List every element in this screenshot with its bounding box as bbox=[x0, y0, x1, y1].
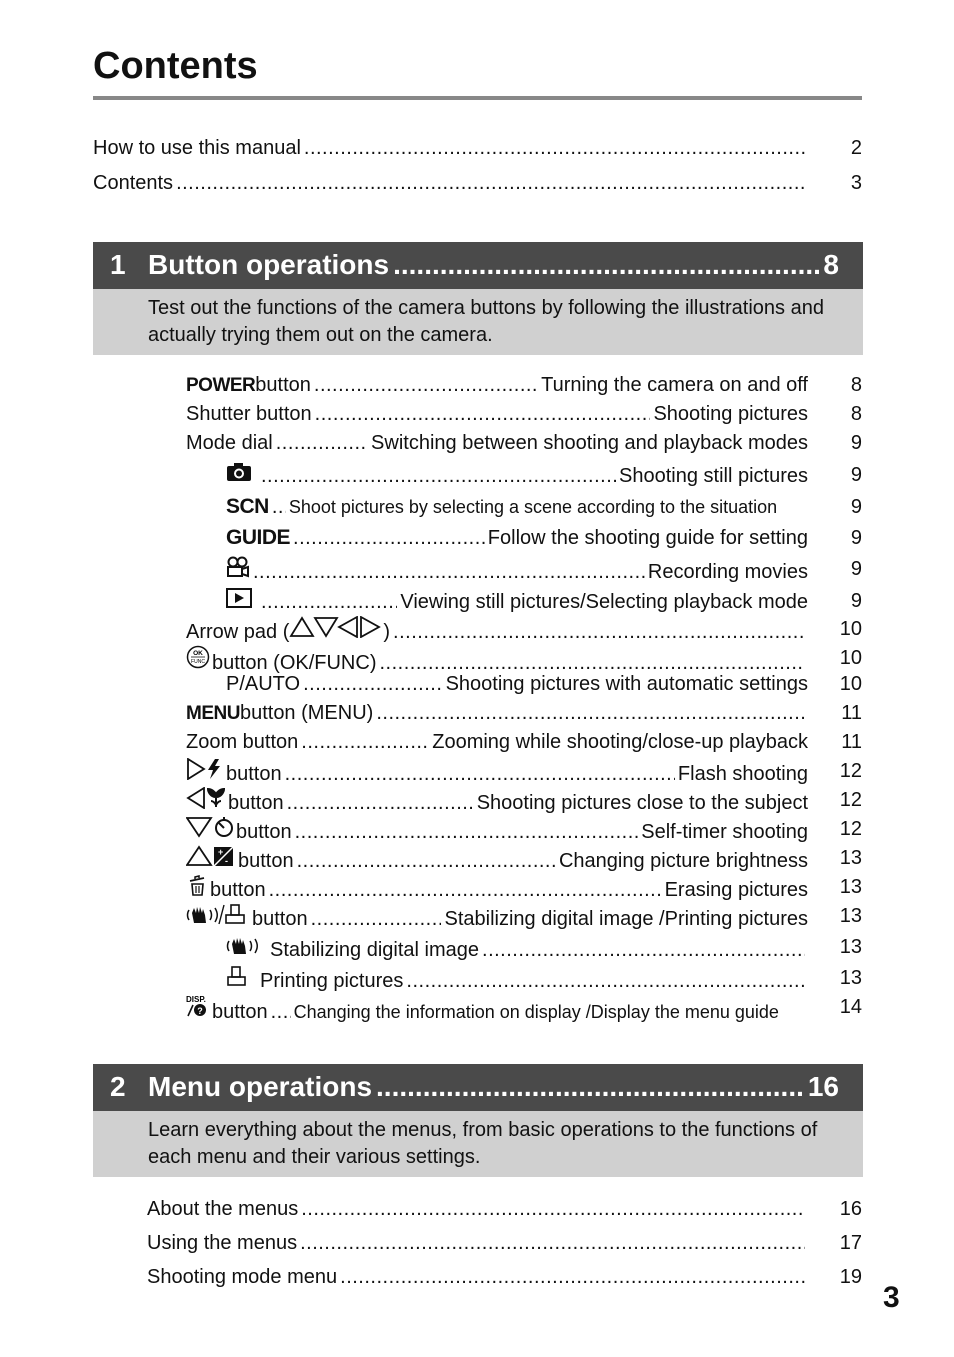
svg-text:DISP.: DISP. bbox=[186, 995, 206, 1004]
page-title: Contents bbox=[93, 45, 258, 87]
title-rule bbox=[93, 96, 862, 100]
svg-text:OK: OK bbox=[193, 650, 203, 657]
toc-entry-stabilizing[interactable]: Stabilizing digital image ..... bbox=[226, 934, 808, 963]
section-page: 16 bbox=[807, 1071, 839, 1102]
toc-entry-power[interactable]: POWER button ..... Turning the camera on and off bbox=[186, 372, 808, 399]
page-number: 3 bbox=[883, 1281, 900, 1314]
section-page: 8 bbox=[823, 249, 839, 280]
ok-func-icon bbox=[186, 645, 210, 669]
section-2-header[interactable] bbox=[93, 1064, 863, 1111]
toc-label: Contents bbox=[93, 172, 174, 194]
toc-entry-shutter[interactable]: Shutter button ..... Shooting pictures bbox=[186, 401, 808, 427]
toc-entry-disp[interactable]: DISP. ? button ..... Changing the information on display /Display the menu guide bbox=[186, 994, 808, 1025]
stabilize-icon bbox=[226, 934, 258, 956]
toc-entry-ok-func[interactable]: OK FUNC button (OK/FUNC) ..... bbox=[186, 645, 808, 676]
arrow-pad-icons bbox=[289, 616, 383, 638]
toc-entry-guide[interactable]: GUIDE ..... Follow the shooting guide for setting bbox=[226, 525, 808, 551]
down-self-timer-icon bbox=[186, 816, 234, 838]
toc-entry-contents[interactable] bbox=[93, 170, 808, 196]
movie-icon bbox=[226, 556, 250, 578]
right-flash-icon bbox=[186, 758, 224, 780]
print-icon bbox=[226, 965, 248, 987]
disp-help-icon bbox=[186, 994, 210, 1018]
toc-entry-erase[interactable]: button ..... Erasing pictures bbox=[186, 874, 808, 903]
toc-entry-mode-dial[interactable]: Mode dial ..... Switching between shooting and playback modes bbox=[186, 430, 808, 456]
svg-text:-: - bbox=[225, 856, 228, 866]
menu-label: MENU bbox=[186, 703, 240, 724]
trash-icon bbox=[186, 874, 208, 896]
toc-entry-about-menus[interactable]: About the menus ..... bbox=[147, 1196, 808, 1222]
section-number: 1 bbox=[110, 249, 126, 280]
power-label: POWER bbox=[186, 375, 256, 396]
section-2-description: Learn everything about the menus, from basic operations to the functions of each menu and their various settings. bbox=[93, 1111, 863, 1177]
section-title: Button operations bbox=[148, 249, 390, 280]
toc-entry-self-timer[interactable]: button ..... Self-timer shooting bbox=[186, 816, 808, 845]
toc-entry-scn[interactable]: SCN ..... Shoot pictures by selecting a scene according to the situation bbox=[226, 494, 808, 520]
section-number: 2 bbox=[110, 1071, 126, 1102]
svg-text:?: ? bbox=[197, 1006, 203, 1016]
toc-entry-how-to-use[interactable] bbox=[93, 135, 808, 161]
toc-entry-macro[interactable]: button ..... Shooting pictures close to the subject bbox=[186, 787, 808, 816]
toc-entry-printing[interactable]: Printing pictures ..... bbox=[226, 965, 808, 994]
toc-entry-shooting-mode-menu[interactable]: Shooting mode menu ..... bbox=[147, 1264, 808, 1290]
toc-entry-menu[interactable]: MENU button (MENU) ..... bbox=[186, 700, 808, 727]
section-1-description: Test out the functions of the camera buttons by following the illustrations and actually trying them out on the camera. bbox=[93, 289, 863, 355]
playback-icon bbox=[226, 588, 252, 608]
toc-entry-flash[interactable]: button ..... Flash shooting bbox=[186, 758, 808, 787]
toc-label: How to use this manual bbox=[93, 137, 301, 159]
toc-entry-zoom[interactable]: Zoom button ..... Zooming while shooting/close-up playback bbox=[186, 729, 808, 755]
stabilize-print-icon bbox=[186, 903, 250, 925]
up-exposure-icon bbox=[186, 845, 236, 867]
toc-entry-still-mode[interactable]: ..... Shooting still pictures bbox=[226, 462, 808, 489]
toc-entry-stabilize-print[interactable]: button ..... Stabilizing digital image /Printing pictures bbox=[186, 903, 808, 932]
toc-page: 2 bbox=[850, 137, 862, 159]
camera-icon bbox=[226, 462, 252, 482]
toc-page: 3 bbox=[850, 172, 862, 194]
section-title: Menu operations bbox=[148, 1071, 373, 1102]
svg-text:+: + bbox=[218, 847, 224, 857]
toc-entry-exposure[interactable]: + - button ..... Changing picture brightness bbox=[186, 845, 808, 874]
guide-label: GUIDE bbox=[226, 526, 291, 549]
toc-entry-using-menus[interactable]: Using the menus ..... bbox=[147, 1230, 808, 1256]
section-1-header[interactable] bbox=[93, 242, 863, 289]
toc-entry-movie[interactable]: ..... Recording movies bbox=[226, 556, 808, 585]
svg-text:FUNC: FUNC bbox=[191, 659, 205, 665]
scn-label: SCN bbox=[226, 495, 269, 518]
left-macro-icon bbox=[186, 787, 226, 809]
toc-entry-playback[interactable]: ..... Viewing still pictures/Selecting playback mode bbox=[226, 588, 808, 615]
toc-entry-arrow-pad[interactable]: Arrow pad ( ) ..... bbox=[186, 616, 808, 645]
toc-entry-p-auto[interactable]: P/AUTO ..... Shooting pictures with automatic settings bbox=[226, 671, 808, 697]
